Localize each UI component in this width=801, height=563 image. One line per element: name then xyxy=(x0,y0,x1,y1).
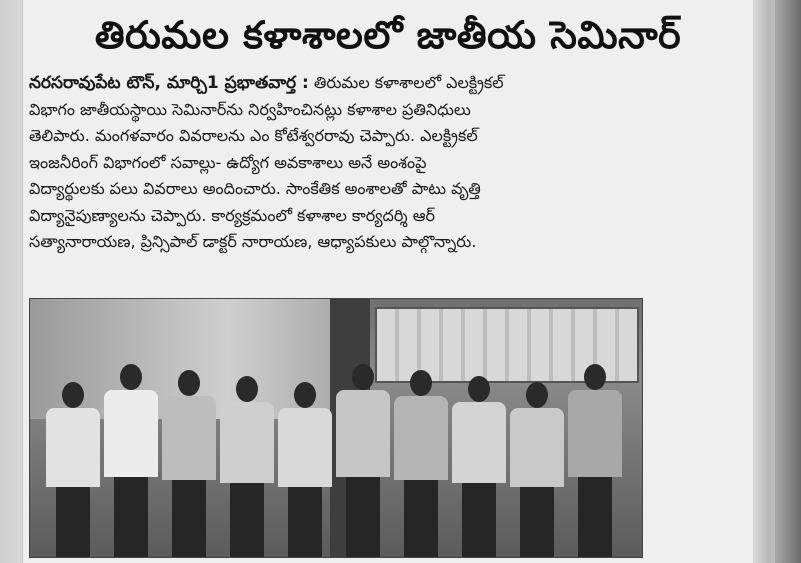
photo-person-head xyxy=(236,376,258,402)
photo-person-head xyxy=(294,382,316,408)
photo-person-trousers xyxy=(578,477,613,557)
photo-person xyxy=(220,376,274,557)
photo-person-trousers xyxy=(288,487,323,557)
photo-person-shirt xyxy=(394,396,448,480)
photo-person-trousers xyxy=(172,480,207,557)
photo-person-head xyxy=(526,382,548,408)
photo-person-trousers xyxy=(404,480,439,557)
photo-person xyxy=(394,370,448,557)
article-line-1: తిరుమల కళాశాలలో ఎలక్ట్రికల్ xyxy=(308,73,504,92)
photo-person xyxy=(568,364,622,557)
photo-person-shirt xyxy=(278,408,332,487)
article-line-5: విద్యార్థులకు పలు వివరాలు అందించారు. సాంకేతిక అంశాలతో పాటు వృత్తి xyxy=(29,179,481,198)
photo-person xyxy=(278,382,332,557)
article-line-2: విభాగం జాతీయస్థాయి సెమినార్‌ను నిర్వహించినట్లు కళాశాల ప్రతినిధులు xyxy=(29,99,471,119)
photo-person-shirt xyxy=(568,390,622,477)
photo-person xyxy=(510,382,564,557)
article-line-4: ఇంజనీరింగ్ విభాగంలో సవాల్లు- ఉద్యోగ అవకాశాలు అనే అంశంపై xyxy=(29,152,427,172)
photo-person-trousers xyxy=(520,487,555,557)
photo-person-head xyxy=(120,364,142,390)
photo-person-head xyxy=(584,364,606,390)
photo-person-trousers xyxy=(462,483,497,557)
photo-person-shirt xyxy=(104,390,158,477)
photo-person-shirt xyxy=(510,408,564,487)
photo-person-head xyxy=(410,370,432,396)
photo-person xyxy=(104,364,158,557)
photo-person-head xyxy=(352,364,374,390)
photo-person xyxy=(162,370,216,557)
photo-person-trousers xyxy=(230,483,265,557)
article-line-3: తెలిపారు. మంగళవారం వివరాలను ఎం కోటేశ్వరరావు చెప్పారు. ఎలక్ట్రికల్ xyxy=(29,126,478,145)
photo-person-shirt xyxy=(46,408,100,487)
photo-person-shirt xyxy=(220,402,274,483)
photo-person-head xyxy=(178,370,200,396)
group-photo xyxy=(29,298,643,558)
photo-person-shirt xyxy=(162,396,216,480)
photo-person xyxy=(336,364,390,557)
photo-person-trousers xyxy=(114,477,149,557)
photo-person-trousers xyxy=(346,477,381,557)
photo-person xyxy=(452,376,506,557)
photo-person xyxy=(46,382,100,557)
photo-person-head xyxy=(62,382,84,408)
article-dateline: నరసరావుపేట టౌన్, మార్చి1 ప్రభాతవార్త : xyxy=(29,73,309,93)
article-line-7: సత్యానారాయణ, ప్రిన్సిపాల్ డాక్టర్ నారాయణ, ఆధ్యాపకులు పాల్గొన్నారు. xyxy=(29,232,477,251)
photo-person-shirt xyxy=(452,402,506,483)
photo-person-shirt xyxy=(336,390,390,477)
paper-fold-edge xyxy=(755,0,801,563)
article-headline: తిరుమల కళాశాలలో జాతీయ సెమినార్ xyxy=(94,13,682,57)
paper-fold-strip xyxy=(769,0,775,563)
photo-person-head xyxy=(468,376,490,402)
article-body xyxy=(29,70,749,256)
photo-person-trousers xyxy=(56,487,91,557)
article-line-6: విద్యానైపుణ్యాలను చెప్పారు. కార్యక్రమంలో కళాశాల కార్యదర్శి ఆర్ xyxy=(29,205,435,225)
newspaper-clipping xyxy=(22,0,753,563)
